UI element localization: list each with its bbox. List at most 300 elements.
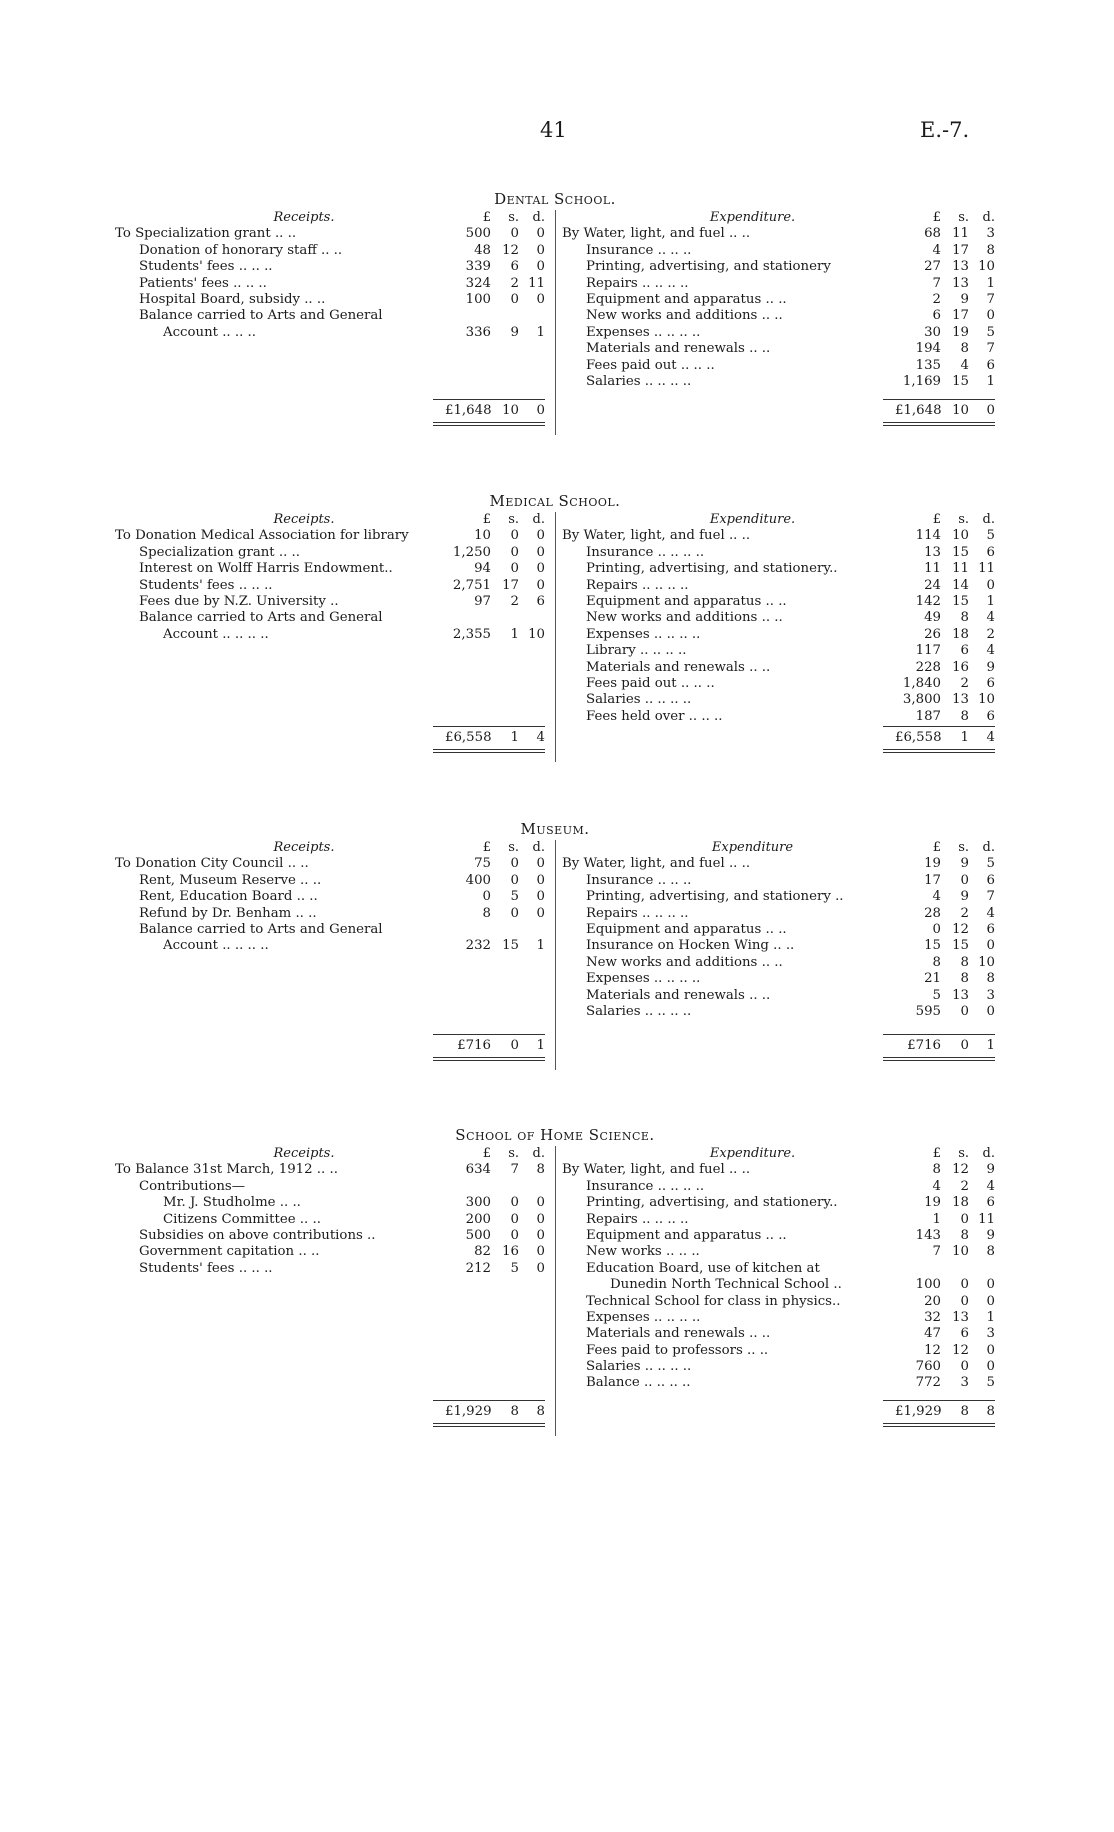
- pence: 3: [986, 987, 995, 1003]
- pounds: 28: [924, 905, 941, 921]
- receipts-row: [115, 906, 545, 922]
- entry-label: Balance carried to Arts and General: [139, 610, 383, 626]
- pounds: 4: [932, 242, 941, 258]
- amount: [883, 709, 995, 725]
- amount: [883, 308, 995, 324]
- pounds: 142: [915, 593, 941, 609]
- pence: 10: [528, 626, 545, 642]
- pounds: £: [932, 512, 941, 527]
- pence: 0: [536, 561, 545, 577]
- shillings: 0: [960, 1038, 969, 1053]
- pence: 8: [536, 1162, 545, 1178]
- amount: [883, 988, 995, 1004]
- pounds: 21: [924, 971, 941, 987]
- expenditure-row: [562, 1162, 995, 1178]
- entry-label: Fees paid to professors .. ..: [586, 1342, 769, 1358]
- entry-label: Salaries .. .. .. ..: [586, 1359, 692, 1375]
- pounds: £716: [457, 1038, 491, 1053]
- amount: [883, 528, 995, 544]
- receipts-total: [433, 399, 545, 426]
- pounds: 400: [465, 872, 491, 888]
- shillings: 0: [510, 1211, 519, 1227]
- expenditure-heading: Expenditure.: [709, 210, 796, 225]
- receipts-row: [115, 1228, 545, 1244]
- pounds: 7: [932, 275, 941, 291]
- shillings: 12: [952, 1162, 969, 1178]
- amount: [433, 1261, 545, 1277]
- pounds: 94: [474, 561, 491, 577]
- pence: 9: [986, 1227, 995, 1243]
- pounds: [445, 308, 491, 324]
- pence: 3: [986, 226, 995, 242]
- pence: 0: [536, 1195, 545, 1211]
- entry-label: Hospital Board, subsidy .. ..: [139, 291, 326, 307]
- rule: [883, 399, 995, 400]
- section-title: Dental School.: [494, 190, 616, 208]
- shillings: 13: [952, 275, 969, 291]
- pounds: 1: [932, 1211, 941, 1227]
- amount: [883, 1179, 995, 1195]
- receipts-total: [433, 726, 545, 753]
- entry-label: By Water, light, and fuel .. ..: [562, 856, 751, 872]
- pounds: £: [932, 1146, 941, 1161]
- expenditure-header-row: [562, 1146, 995, 1162]
- columns: [115, 512, 995, 762]
- receipts-total: [433, 1400, 545, 1427]
- receipts-row: [115, 610, 545, 626]
- entry-label: Technical School for class in physics..: [586, 1293, 841, 1309]
- amount: [433, 276, 545, 292]
- shillings: 16: [952, 659, 969, 675]
- pence: 1: [536, 324, 545, 340]
- double-rule: [433, 1057, 545, 1061]
- shillings: 13: [952, 1309, 969, 1325]
- shillings: 9: [960, 291, 969, 307]
- pence: 0: [986, 1277, 995, 1293]
- double-rule: [883, 1057, 995, 1061]
- amount: [433, 1179, 545, 1195]
- pounds: 3,800: [902, 692, 941, 708]
- expenditure-row: [562, 873, 995, 889]
- pounds: [895, 1261, 941, 1277]
- shillings: 2: [960, 1178, 969, 1194]
- pounds: [445, 922, 491, 938]
- pounds: 500: [465, 1227, 491, 1243]
- receipts-row: [115, 243, 545, 259]
- pence: 6: [986, 675, 995, 691]
- pence: 0: [536, 242, 545, 258]
- entry-label: By Water, light, and fuel .. ..: [562, 528, 751, 544]
- entry-label: Materials and renewals .. ..: [586, 987, 771, 1003]
- amount: [883, 889, 995, 905]
- expenditure-row: [562, 692, 995, 708]
- expenditure-row: [562, 676, 995, 692]
- amount: [883, 341, 995, 357]
- shillings: 9: [960, 889, 969, 905]
- receipts-column: [115, 210, 545, 418]
- shillings: 8: [960, 1404, 969, 1419]
- shillings: [491, 1179, 519, 1195]
- entry-label: Library .. .. .. ..: [586, 643, 687, 659]
- pounds: £: [932, 840, 941, 855]
- pounds: £: [482, 840, 491, 855]
- pounds: 19: [924, 1195, 941, 1211]
- receipts-row: [115, 226, 545, 242]
- receipts-row: [115, 889, 545, 905]
- pence: 0: [986, 938, 995, 954]
- entry-label: Salaries .. .. .. ..: [586, 373, 692, 389]
- entry-label: Insurance .. .. .. ..: [586, 1178, 705, 1194]
- amount: [433, 292, 545, 308]
- shillings: s.: [958, 512, 969, 527]
- pence: d.: [982, 210, 995, 225]
- entry-label: Refund by Dr. Benham .. ..: [139, 905, 317, 921]
- entry-label: Fees due by N.Z. University ..: [139, 593, 339, 609]
- pence: 6: [986, 708, 995, 724]
- expenditure-row: [562, 325, 995, 341]
- entry-label: Repairs .. .. .. ..: [586, 1211, 689, 1227]
- expenditure-row: [562, 1004, 995, 1020]
- pence: 5: [986, 1375, 995, 1391]
- double-rule: [883, 749, 995, 753]
- pounds: 300: [465, 1195, 491, 1211]
- pounds: £: [482, 512, 491, 527]
- entry-label: Equipment and apparatus .. ..: [586, 593, 787, 609]
- pounds: £1,648: [445, 403, 492, 418]
- entry-label: Specialization grant .. ..: [139, 544, 301, 560]
- pence: 0: [536, 403, 545, 418]
- pounds: 324: [465, 275, 491, 291]
- receipts-row: [115, 1212, 545, 1228]
- amount: [433, 610, 545, 626]
- entry-label: Rent, Education Board .. ..: [139, 889, 318, 905]
- expenditure-row: [562, 1179, 995, 1195]
- amount: [883, 578, 995, 594]
- amount: [883, 1310, 995, 1326]
- pence: 8: [986, 1404, 995, 1419]
- pounds: 117: [915, 643, 941, 659]
- pounds: 75: [474, 856, 491, 872]
- total-row: [433, 1404, 545, 1420]
- shillings: 12: [502, 242, 519, 258]
- column-divider: [555, 512, 556, 762]
- expenditure-row: [562, 1294, 995, 1310]
- pence: [519, 922, 545, 938]
- amount: [883, 1359, 995, 1375]
- expenditure-row: [562, 594, 995, 610]
- shillings: 10: [952, 1244, 969, 1260]
- shillings: 5: [510, 1260, 519, 1276]
- medical-school-section: [115, 490, 995, 762]
- amount: [433, 856, 545, 872]
- page-number: 41: [540, 118, 567, 142]
- pence: 11: [978, 561, 995, 577]
- total-row: [883, 403, 995, 419]
- receipts-row: [115, 627, 545, 643]
- pence: 0: [536, 1244, 545, 1260]
- amount: [883, 210, 995, 226]
- amount: [883, 1375, 995, 1391]
- amount: [883, 1404, 995, 1420]
- shillings: 6: [960, 643, 969, 659]
- entry-label: Contributions—: [139, 1178, 246, 1194]
- shillings: 13: [952, 692, 969, 708]
- pounds: 68: [924, 226, 941, 242]
- shillings: 11: [952, 561, 969, 577]
- amount: [883, 906, 995, 922]
- amount: [883, 374, 995, 390]
- pence: 5: [986, 856, 995, 872]
- pence: 0: [986, 577, 995, 593]
- expenditure-row: [562, 243, 995, 259]
- shillings: 13: [952, 987, 969, 1003]
- amount: [883, 1277, 995, 1293]
- pence: 0: [536, 577, 545, 593]
- receipts-column: [115, 1146, 545, 1419]
- pounds: 20: [924, 1293, 941, 1309]
- amount: [433, 1162, 545, 1178]
- amount: [433, 243, 545, 259]
- amount: [433, 528, 545, 544]
- entry-label: Expenses .. .. .. ..: [586, 971, 701, 987]
- pence: 0: [536, 889, 545, 905]
- receipts-row: [115, 938, 545, 954]
- shillings: 2: [960, 905, 969, 921]
- pence: 10: [978, 954, 995, 970]
- shillings: 6: [960, 1326, 969, 1342]
- entry-label: Expenses .. .. .. ..: [586, 1309, 701, 1325]
- pence: 1: [986, 593, 995, 609]
- expenditure-total: [883, 1034, 995, 1061]
- expenditure-row: [562, 1228, 995, 1244]
- pence: 9: [986, 1162, 995, 1178]
- receipts-total: [433, 1034, 545, 1061]
- pence: 0: [536, 544, 545, 560]
- entry-label: Students' fees .. .. ..: [139, 1260, 273, 1276]
- section-title: Museum.: [520, 820, 590, 838]
- shillings: 10: [952, 403, 969, 418]
- expenditure-row: [562, 1310, 995, 1326]
- expenditure-row: [562, 1375, 995, 1391]
- shillings: 15: [502, 938, 519, 954]
- pence: d.: [532, 1146, 545, 1161]
- amount: [433, 1228, 545, 1244]
- pounds: 5: [932, 987, 941, 1003]
- amount: [883, 643, 995, 659]
- rule: [433, 399, 545, 400]
- expenditure-column: [562, 210, 995, 418]
- pounds: £: [932, 210, 941, 225]
- entry-label: Students' fees .. .. ..: [139, 577, 273, 593]
- total-row: [883, 1404, 995, 1420]
- pence: 0: [986, 1342, 995, 1358]
- entry-label: To Specialization grant .. ..: [115, 226, 297, 242]
- amount: [883, 243, 995, 259]
- rule: [433, 1034, 545, 1035]
- receipts-header-row: [115, 210, 545, 226]
- shillings: 19: [952, 324, 969, 340]
- shillings: [491, 610, 519, 626]
- expenditure-row: [562, 955, 995, 971]
- shillings: 2: [960, 675, 969, 691]
- entry-label: Printing, advertising, and stationery..: [586, 561, 838, 577]
- pence: 8: [986, 971, 995, 987]
- amount: [883, 1244, 995, 1260]
- shillings: 1: [960, 730, 969, 745]
- expenditure-row: [562, 856, 995, 872]
- pounds: 100: [915, 1277, 941, 1293]
- amount: [883, 955, 995, 971]
- expenditure-row: [562, 1343, 995, 1359]
- double-rule: [883, 1423, 995, 1427]
- entry-label: Materials and renewals .. ..: [586, 341, 771, 357]
- entry-label: To Balance 31st March, 1912 .. ..: [115, 1162, 338, 1178]
- expenditure-row: [562, 578, 995, 594]
- pence: 5: [986, 324, 995, 340]
- pounds: 772: [915, 1375, 941, 1391]
- amount: [883, 1343, 995, 1359]
- pounds: 82: [474, 1244, 491, 1260]
- entry-label: Expenses .. .. .. ..: [586, 324, 701, 340]
- total-row: [883, 1038, 995, 1054]
- pounds: 4: [932, 1178, 941, 1194]
- shillings: 18: [952, 1195, 969, 1211]
- pence: 4: [986, 643, 995, 659]
- shillings: 18: [952, 626, 969, 642]
- pounds: £716: [907, 1038, 941, 1053]
- amount: [883, 856, 995, 872]
- pounds: 48: [474, 242, 491, 258]
- expenditure-column: [562, 512, 995, 745]
- pounds: 500: [465, 226, 491, 242]
- pounds: [445, 610, 491, 626]
- pence: d.: [532, 512, 545, 527]
- shillings: 14: [952, 577, 969, 593]
- expenditure-total: [883, 399, 995, 426]
- shillings: 9: [510, 324, 519, 340]
- shillings: 15: [952, 373, 969, 389]
- amount: [433, 873, 545, 889]
- shillings: 0: [510, 1227, 519, 1243]
- pence: 7: [986, 291, 995, 307]
- expenditure-heading: Expenditure.: [709, 512, 796, 527]
- expenditure-column: [562, 1146, 995, 1419]
- shillings: 0: [510, 528, 519, 544]
- expenditure-row: [562, 292, 995, 308]
- double-rule: [433, 422, 545, 426]
- pence: d.: [982, 512, 995, 527]
- dental-school-section: [115, 188, 995, 435]
- entry-label: New works and additions .. ..: [586, 610, 783, 626]
- pence: 0: [536, 1227, 545, 1243]
- shillings: 11: [952, 226, 969, 242]
- pence: 0: [536, 259, 545, 275]
- shillings: 8: [960, 610, 969, 626]
- shillings: 5: [510, 889, 519, 905]
- pounds: £1,929: [895, 1404, 942, 1419]
- pounds: 11: [924, 561, 941, 577]
- receipts-row: [115, 528, 545, 544]
- pence: 6: [986, 357, 995, 373]
- shillings: 0: [510, 872, 519, 888]
- pence: 0: [986, 308, 995, 324]
- pence: 2: [986, 626, 995, 642]
- receipts-row: [115, 594, 545, 610]
- entry-label: Citizens Committee .. ..: [163, 1211, 321, 1227]
- shillings: 0: [510, 856, 519, 872]
- entry-label: Insurance .. .. ..: [586, 872, 692, 888]
- entry-label: Balance .. .. .. ..: [586, 1375, 691, 1391]
- pence: 1: [986, 1038, 995, 1053]
- receipts-row: [115, 259, 545, 275]
- shillings: 4: [960, 357, 969, 373]
- expenditure-row: [562, 1359, 995, 1375]
- amount: [433, 906, 545, 922]
- pounds: 12: [924, 1342, 941, 1358]
- pence: 4: [986, 1178, 995, 1194]
- entry-label: Fees paid out .. .. ..: [586, 675, 715, 691]
- entry-label: Donation of honorary staff .. ..: [139, 242, 343, 258]
- entry-label: Equipment and apparatus .. ..: [586, 1227, 787, 1243]
- pounds: 200: [465, 1211, 491, 1227]
- entry-label: Printing, advertising, and stationery: [586, 259, 831, 275]
- amount: [883, 512, 995, 528]
- expenditure-row: [562, 1326, 995, 1342]
- expenditure-row: [562, 341, 995, 357]
- pounds: 4: [932, 889, 941, 905]
- pounds: 49: [924, 610, 941, 626]
- amount: [433, 889, 545, 905]
- pence: 9: [986, 659, 995, 675]
- pence: 3: [986, 1326, 995, 1342]
- pounds: [445, 1179, 491, 1195]
- shillings: 0: [960, 1359, 969, 1375]
- amount: [433, 1212, 545, 1228]
- columns: [115, 1146, 995, 1436]
- entry-label: Printing, advertising, and stationery ..: [586, 889, 844, 905]
- total-row: [433, 730, 545, 746]
- amount: [883, 873, 995, 889]
- shillings: s.: [958, 210, 969, 225]
- shillings: 15: [952, 593, 969, 609]
- entry-label: By Water, light, and fuel .. ..: [562, 226, 751, 242]
- amount: [433, 730, 545, 746]
- receipts-row: [115, 308, 545, 324]
- entry-label: Insurance .. .. ..: [586, 242, 692, 258]
- pence: 0: [986, 1003, 995, 1019]
- pounds: 8: [932, 954, 941, 970]
- shillings: 0: [510, 226, 519, 242]
- entry-label: Mr. J. Studholme .. ..: [163, 1195, 301, 1211]
- expenditure-row: [562, 922, 995, 938]
- page-header: [0, 118, 1114, 148]
- pence: 1: [986, 373, 995, 389]
- pence: 1: [536, 1038, 545, 1053]
- museum-section: [115, 818, 995, 1070]
- amount: [883, 692, 995, 708]
- expenditure-row: [562, 226, 995, 242]
- pence: 0: [536, 872, 545, 888]
- amount: [433, 512, 545, 528]
- pounds: 595: [915, 1003, 941, 1019]
- pounds: £6,558: [895, 730, 942, 745]
- pence: d.: [532, 210, 545, 225]
- pence: 10: [978, 692, 995, 708]
- pounds: 2,751: [452, 577, 491, 593]
- pounds: £1,648: [895, 403, 942, 418]
- receipts-row: [115, 276, 545, 292]
- pounds: 10: [474, 528, 491, 544]
